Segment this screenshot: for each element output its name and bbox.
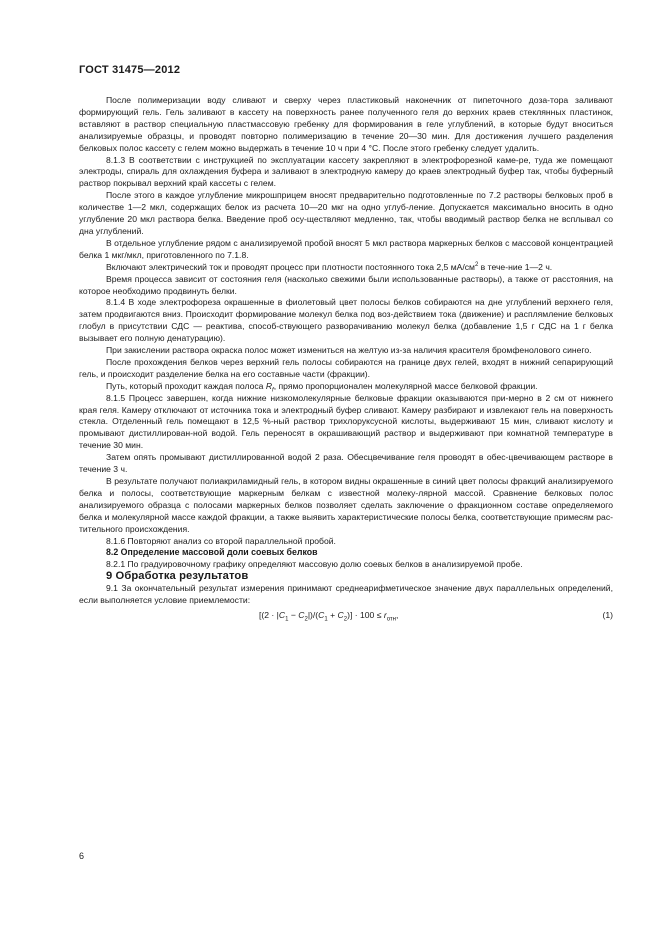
paragraph: В отдельное углубление рядом с анализируемой пробой вносят 5 мкл раствора маркерных белков с массовой концентрацией белка 1 мкг/мкл, приготовленного по 7.1.8. [79,237,613,260]
paragraph: После полимеризации воду сливают и сверху через пластиковый наконечник от пипеточного доза-тора заливают формирующий гель. Гель заливают в кассету на поверхность ранее полученного геля до верхних краев стеклянных пластинок, вставляют в раствор специальную пластмассовую гребенку для формирования в геле углублений, в которые будут вноситься анализируемые образцы, и проводят повторно полимеризацию в течение 20—30 мин. Для достижения лучшего разделения белковых полос кассету с гелем можно выдержать в течение 10 ч при 4 °С. После этого гребенку следует удалить. [79,95,613,153]
equation-number: (1) [602,609,613,620]
paragraph: В результате получают полиакриламидный гель, в котором видны окрашенные в синий цвет полосы фракций анализируемого белка и полосы, соответствующие маркерным белкам с известной молеку-лярной массой. Сравнение белковых полос анализируемого образца с полосами маркерных белков позволяет сделать заключение о фракционном составе определяемого белка и молекулярной массе каждой фракции, а также выявить характеристические полосы белка, соответствующие примесям рас-тительного происхождения. [79,476,613,534]
paragraph: Время процесса зависит от состояния геля (насколько свежими были использованные растворы), а также от расстояния, на которое необходимо продвинуть белки. [79,273,613,296]
paragraph-8-1-4: 8.1.4 В ходе электрофореза окрашенные в фиолетовый цвет полосы белков собираются на дне углублений верхнего геля, затем продвигаются вниз. Происходит формирование молекул белка под воз-действием тока (движение) и расплямление белковых глобул в присутствии СДС — реактива, способ-ствующего разворачиванию молекул белка (добавление 1,5 г СДС на 1 г белка вызывает его полную денатурацию). [79,297,613,344]
page-number: 6 [79,851,85,861]
acceptability-formula: $[(2 \cdot |C_1 - C_2|)/(C_1 + C_2)] \cdot 100 \le r_{отн}$, [259,609,399,623]
paragraph-9-1: 9.1 За окончательный результат измерения принимают среднеарифметическое значение двух параллельных определений, если выполняется условие приемлемости: [79,583,613,606]
paragraph: После этого в каждое углубление микрошприцем вносят предварительно подготовленные по 7.2 растворы белковых проб в количестве 1—2 мкл, содержащих белок из расчета 10—20 мкг на одно углуб-ление. Допускается максимально вносить в одно углубление 20 мкл раствора белка. Введение проб осу-ществляют медленно, так, чтобы вводимый раствор белка не всплывал со дна углублений. [79,190,613,236]
paragraph-current: Включают электрический ток и проводят процесс при плотности постоянного тока 2,5 $мА/см^2$ в тече-ние 1—2 ч. [106,261,553,272]
paragraph-8-1-3: 8.1.3 В соответствии с инструкцией по эксплуатации кассету закрепляют в электрофорезной каме-ре, туда же помещают электроды, спираль для охлаждения буфера и заливают в электродную камеру до краев электродный буфер так, чтобы буферный раствор покрывал верхний край кассеты с гелем. [79,154,613,189]
document-header: ГОСТ 31475—2012 [79,64,181,76]
section-heading-9: 9 Обработка результатов [106,570,249,583]
section-heading-8-2: 8.2 Определение массовой доли соевых белков [106,547,318,558]
paragraph-8-2-1: 8.2.1 По градуировочному графику определяют массовую долю соевых белков в анализируемой пробе. [106,559,523,570]
paragraph: При закислении раствора окраска полос может измениться на желтую из-за наличия красителя бромфенолового синего. [106,345,592,356]
document-body [79,95,613,624]
formula-row [79,610,613,624]
paragraph: После прохождения белков через верхний гель полосы собираются на границе двух гелей, входят в нижний сепарирующий гель, и происходит разделение белка на его составные части (фракции). [79,356,613,379]
paragraph-8-1-6: 8.1.6 Повторяют анализ со второй параллельной пробой. [106,535,336,546]
paragraph-rf: Путь, который проходит каждая полоса $R_f$, прямо пропорционален молекулярной массе белковой фракции. [106,380,538,394]
paragraph: Затем опять промывают дистиллированной водой 2 раза. Обесцвечивание геля проводят в обес-цвечивающем растворе в течение 3 ч. [79,452,613,475]
paragraph-8-1-5: 8.1.5 Процесс завершен, когда нижние низкомолекулярные белковые фракции оказываются при-мерно в 2 см от нижнего края геля. Камеру отключают от источника тока и электродный буфер сливают. Камеру разбирают и извлекают гель на поверхность стекла. Отделенный гель помещают в 12,5 %-ный раствор трихлоруксусной кислоты, выдерживают 15 мин, сливают кислоту и промывают дистиллирован-ной водой. Гель переносят в окрашивающий раствор и выдерживают при комнатной температуре в течение 30 мин. [79,392,613,451]
